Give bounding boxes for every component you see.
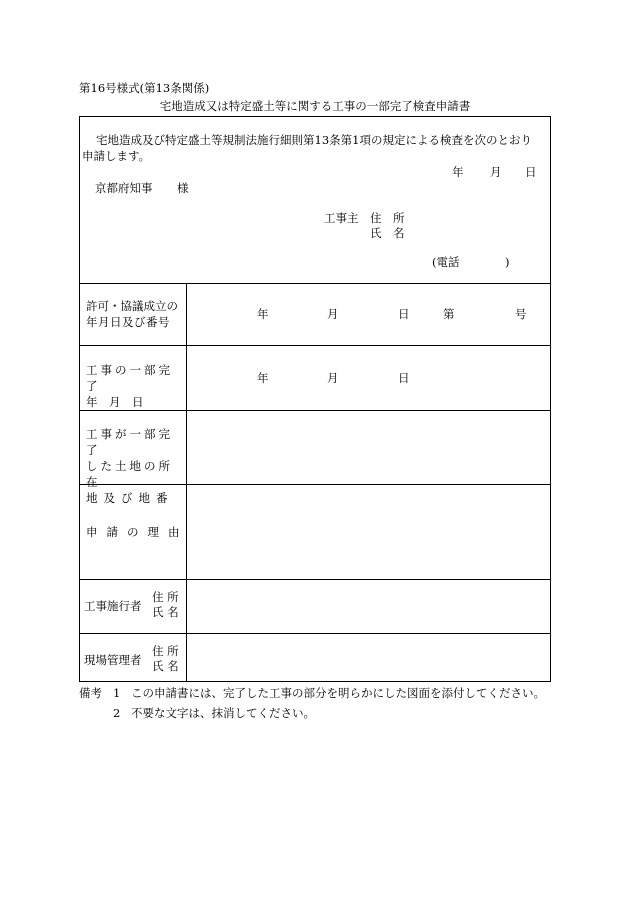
permit-label-line-2: 年月日及び番号 xyxy=(86,315,170,329)
completion-label xyxy=(80,362,186,410)
permit-number-suffix: 号 xyxy=(515,307,527,321)
contractor-field[interactable] xyxy=(187,580,551,632)
land-location-field[interactable] xyxy=(187,411,551,483)
date-month-unit: 月 xyxy=(490,165,502,179)
note-2-number: 2 xyxy=(113,706,121,720)
notes-heading: 備考 xyxy=(79,686,102,700)
manager-field[interactable] xyxy=(187,634,551,681)
form-number: 第16号様式(第13条関係) xyxy=(79,81,210,95)
note-2-text: 不要な文字は、抹消してください。 xyxy=(131,706,315,720)
form-table xyxy=(79,116,551,682)
intro-line-1: 宅地造成及び特定盛土等規制法施行細則第13条第1項の規定による検査を次のとおり xyxy=(96,133,532,147)
permit-number-prefix: 第 xyxy=(443,307,455,321)
form-title: 宅地造成又は特定盛土等に関する工事の一部完了検査申請書 xyxy=(159,99,471,113)
land-label-line-1: 工事が一部完了 xyxy=(86,427,173,457)
completion-month-unit: 月 xyxy=(327,371,339,385)
applicant-address-label: 住 所 xyxy=(370,211,405,225)
permit-year-unit: 年 xyxy=(257,307,269,321)
permit-label-line-1: 許可・協議成立の xyxy=(86,299,178,313)
permit-month-unit: 月 xyxy=(327,307,339,321)
permit-day-unit: 日 xyxy=(398,307,410,321)
note-1-number: 1 xyxy=(113,686,121,700)
note-1-text: この申請書には、完了した工事の部分を明らかにした図面を添付してください。 xyxy=(131,686,545,700)
manager-address-label: 住 所 xyxy=(152,644,179,658)
intro-line-2: 申請します。 xyxy=(82,149,151,163)
land-label xyxy=(80,426,186,506)
manager-name-label: 氏 名 xyxy=(152,659,179,673)
permit-label xyxy=(80,298,186,330)
reason-label: 申請の理由 xyxy=(86,525,189,539)
applicant-role: 工事主 xyxy=(324,211,359,225)
addressee-name: 京都府知事 xyxy=(95,181,153,195)
addressee-honorific: 様 xyxy=(177,181,189,195)
applicant-name-label: 氏 名 xyxy=(370,226,405,240)
phone-close: ) xyxy=(505,255,510,269)
contractor-name-label: 氏 名 xyxy=(152,605,179,619)
completion-day-unit: 日 xyxy=(398,371,410,385)
completion-label-line-1: 工事の一部完了 xyxy=(86,363,173,393)
land-label-line-2: した土地の所在 xyxy=(86,459,173,489)
manager-label: 現場管理者 xyxy=(84,653,142,667)
date-year-unit: 年 xyxy=(452,165,464,179)
contractor-address-label: 住 所 xyxy=(152,590,179,604)
date-day-unit: 日 xyxy=(525,165,537,179)
completion-label-line-2: 年 月 日 xyxy=(86,395,144,409)
completion-year-unit: 年 xyxy=(257,371,269,385)
phone-open: (電話 xyxy=(432,255,460,269)
reason-field[interactable] xyxy=(187,485,551,578)
contractor-label: 工事施行者 xyxy=(84,599,142,613)
land-label-line-3: 地及び地番 xyxy=(86,491,174,505)
